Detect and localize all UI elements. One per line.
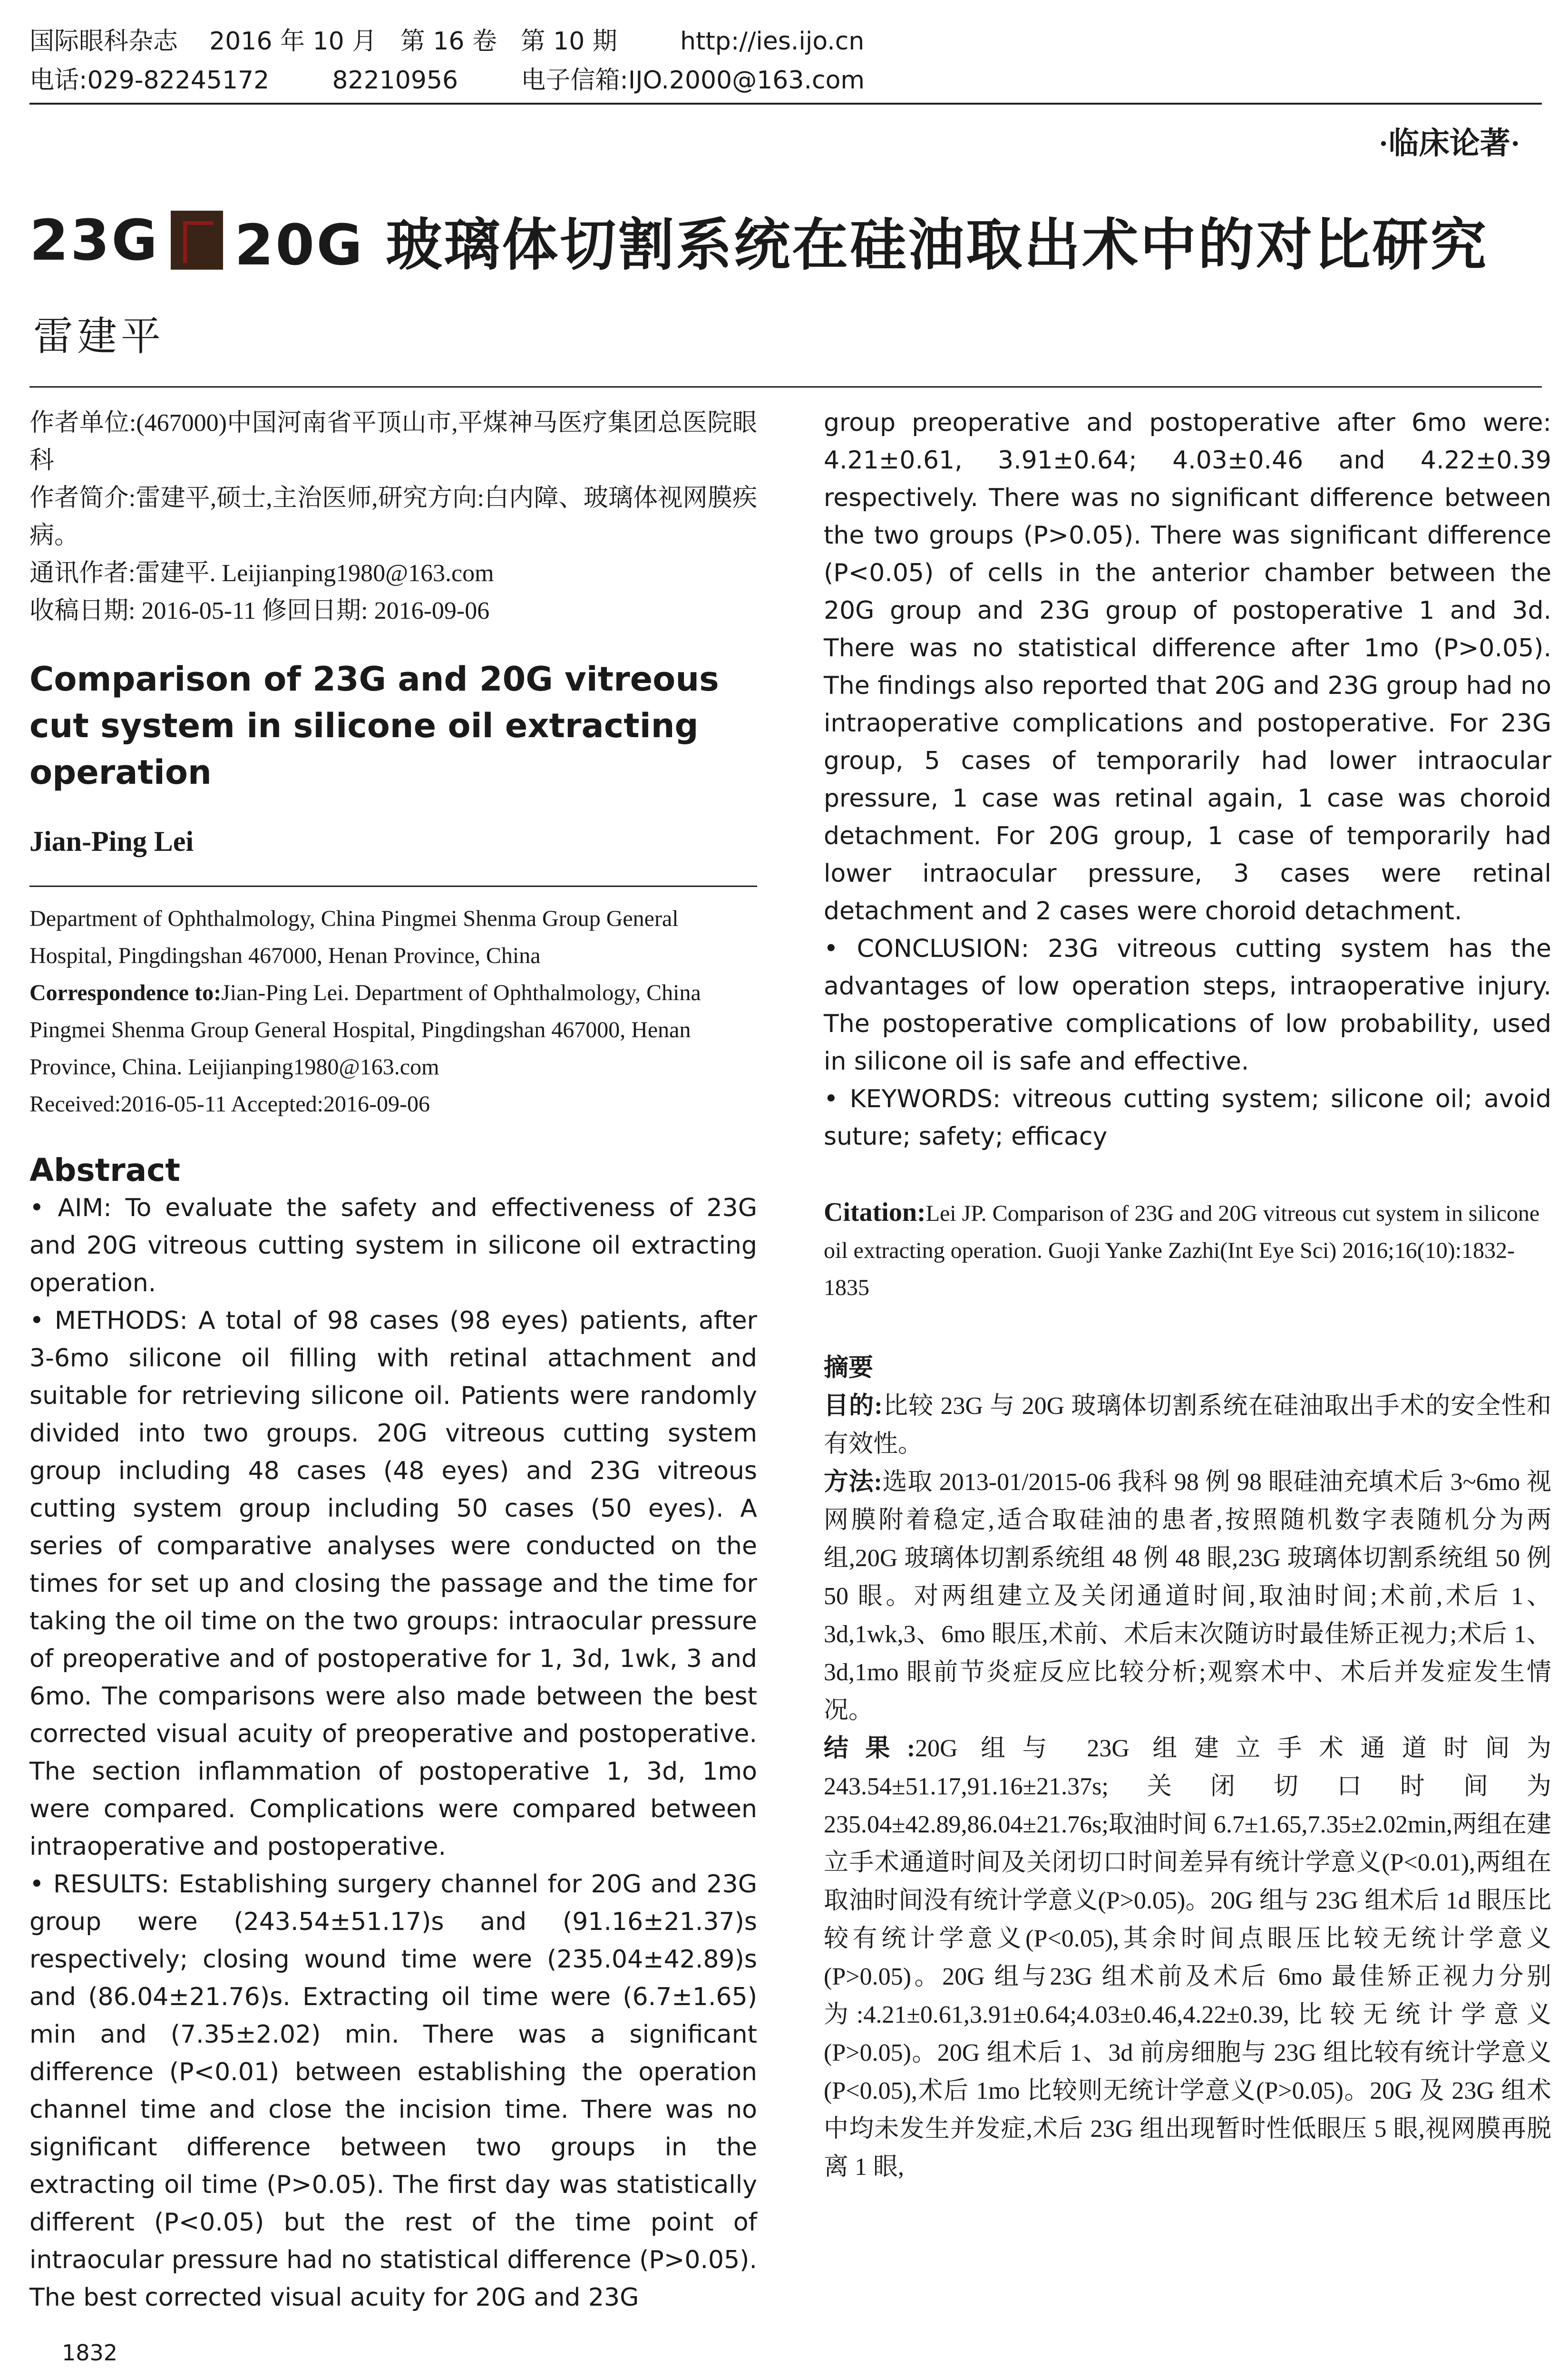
cn-methods-text: 选取 2013-01/2015-06 我科 98 例 98 眼硅油充填术后 3~6mo 视网膜附着稳定,适合取硅油的患者,按照随机数字表随机分为两组,20G 玻璃体切割系统组 48 例 48 眼,23G 玻璃体切割系统组 50 例 50 眼。对两组建立及关闭通道时间,取油时间;术前,术后 1、3d,1wk,3、6mo 眼压,术前、术后末次随访时最佳矫正视力;术后 1、3d,1mo 眼前节炎症反应比较分析;观察术中、术后并发症发生情况。 <box>824 1469 1551 1724</box>
header-line-2: 电话:029-82245172 82210956 电子信箱:IJO.2000@163.com <box>29 66 865 95</box>
title-part-2: 20G 玻璃体切割系统在硅油取出术中的对比研究 <box>234 212 1489 278</box>
header-rule <box>29 103 1542 105</box>
left-column <box>29 404 757 2317</box>
cn-methods <box>824 1463 1551 1730</box>
header-line-1: 国际眼科杂志 2016 年 10 月 第 16 卷 第 10 期 http://ies.ijo.cn <box>29 27 865 56</box>
abstract-conclusion: • CONCLUSION: 23G vitreous cutting system has the advantages of low operation steps, intraoperative injury. The postoperative complications of low probability, used in silicone oil is safe and effective. <box>824 935 1551 1076</box>
abstract-keywords: • KEYWORDS: vitreous cutting system; silicone oil; avoid suture; safety; efficacy <box>824 1085 1551 1151</box>
affiliation-cn: 作者单位:(467000)中国河南省平顶山市,平煤神马医疗集团总医院眼科 <box>29 409 757 474</box>
abstract-results: • RESULTS: Establishing surgery channel for 20G and 23G group were (243.54±51.17)s and (91.16±21.37)s respectively; closing wound time were (235.04±42.89)s and (86.04±21.76)s. Extracting oil time were (6.7±1.65) min and (7.35±2.02) min. There was a significant difference (P<0.01) between establishing the operation channel time and close the incision time. There was no significant difference between two groups in the extracting oil time (P>0.05). The first day was statistically different (P<0.05) but the rest of the time point of intraocular pressure had no statistical difference (P>0.05). The best corrected visual acuity for 20G and 23G <box>29 1870 757 2312</box>
right-column <box>824 404 1551 2186</box>
page-number: 1832 <box>62 2340 118 2366</box>
abstract-results-continued: group preoperative and postoperative after 6mo were: 4.21±0.61, 3.91±0.64; 4.03±0.46 and 4.22±0.39 respectively. There was no significant difference between the two groups (P>0.05). There was significant difference (P<0.05) of cells in the anterior chamber between the 20G group and 23G group of postoperative 1 and 3d. There was no statistical difference after 1mo (P>0.05). The findings also reported that 20G and 23G group had no intraoperative complications and postoperative. For 23G group, 5 cases of temporarily had lower intraocular pressure, 1 case was retinal again, 1 case was choroid detachment. For 20G group, 1 case of temporarily had lower intraocular pressure, 3 cases were retinal detachment and 2 cases were choroid detachment. <box>824 409 1551 925</box>
dates-cn: 收稿日期: 2016-05-11 修回日期: 2016-09-06 <box>29 597 490 624</box>
corresponding-cn: 通讯作者:雷建平. Leijianping1980@163.com <box>29 560 494 587</box>
cn-results <box>824 1730 1551 2186</box>
abstract-aim: • AIM: To evaluate the safety and effectiveness of 23G and 20G vitreous cutting system in silicone oil extracting operation. <box>29 1194 757 1297</box>
abstract-heading: Abstract <box>29 1152 180 1188</box>
cn-results-text: 20G 组与 23G 组建立手术通道时间为 243.54±51.17,91.16±21.37s;关闭切口时间为 235.04±42.89,86.04±21.76s;取油时间 6.7±1.65,7.35±2.02min,两组在建立手术通道时间及关闭切口时间差异有统计学意义(P<0.01),两组在取油时间没有统计学意义(P>0.05)。20G 组与 23G 组术后 1d 眼压比较有统计学意义(P<0.05),其余时间点眼压比较无统计学意义(P>0.05)。20G 组与23G 组术前及术后 6mo 最佳矫正视力分别为:4.21±0.61,3.91±0.64;4.03±0.46,4.22±0.39,比较无统计学意义(P>0.05)。20G 组术后 1、3d 前房细胞与 23G 组比较有统计学意义(P<0.05),术后 1mo 比较则无统计学意义(P>0.05)。20G 及 23G 组术中均未发生并发症,术后 23G 组出现暂时性低眼压 5 眼,视网膜再脱离 1 眼, <box>824 1735 1551 2181</box>
journal-header <box>29 22 1542 100</box>
author-name-cn: 雷建平 <box>33 315 165 359</box>
section-label: ·临床论著· <box>1378 127 1520 160</box>
article-title <box>29 200 1488 281</box>
department-en: Department of Ophthalmology, China Pingmei Shenma Group General Hospital, Pingdingshan 467000, Henan Province, China <box>29 906 679 968</box>
correspondence-label: Correspondence to: <box>29 980 222 1005</box>
abstract-methods: • METHODS: A total of 98 cases (98 eyes) patients, after 3-6mo silicone oil filling with retinal attachment and suitable for retrieving silicone oil. Patients were randomly divided into two groups. 20G vitreous cutting system group including 48 cases (48 eyes) and 23G vitreous cutting system group including 50 cases (50 eyes). A series of comparative analyses were conducted on the times for set up and closing the passage and the time for taking the oil time on the two groups: intraocular pressure of preoperative and of postoperative for 1, 3d, 1wk, 3 and 6mo. The comparisons were also made between the best corrected visual acuity of preoperative and postoperative. The section inflammation of postoperative 1, 3d, 1mo were compared. Complications were compared between intraoperative and postoperative. <box>29 1306 757 1861</box>
citation-text: Lei JP. Comparison of 23G and 20G vitreous cut system in silicone oil extracting operation. Guoji Yanke Zazhi(Int Eye Sci) 2016;16(10):1832-1835 <box>824 1201 1540 1300</box>
title-part-1: 23G <box>29 207 160 273</box>
cn-aim <box>824 1387 1551 1463</box>
received-accepted: Received:2016-05-11 Accepted:2016-09-06 <box>29 1091 430 1117</box>
cn-aim-label: 目的: <box>824 1393 883 1420</box>
journal-logo-icon <box>171 211 223 270</box>
correspondence-en <box>29 974 757 1086</box>
cn-methods-label: 方法: <box>824 1469 882 1496</box>
correspondence-text: Jian-Ping Lei. Department of Ophthalmology, China Pingmei Shenma Group General Hospital, Pingdingshan 467000, Henan Province, China. Leijianping1980@163.com <box>29 980 701 1080</box>
english-author: Jian-Ping Lei <box>29 826 194 857</box>
cn-results-label: 结果: <box>824 1735 915 1762</box>
citation-label: Citation: <box>824 1198 926 1227</box>
cn-aim-text: 比较 23G 与 20G 玻璃体切割系统在硅油取出手术的安全性和有效性。 <box>824 1393 1551 1458</box>
title-rule <box>29 386 1542 388</box>
english-title: Comparison of 23G and 20G vitreous cut system in silicone oil extracting operation <box>29 660 719 792</box>
author-bio-cn: 作者简介:雷建平,硕士,主治医师,研究方向:白内障、玻璃体视网膜疾病。 <box>29 485 757 549</box>
cn-abstract-heading: 摘要 <box>824 1354 874 1382</box>
citation <box>824 1194 1551 1306</box>
author-rule <box>29 886 757 887</box>
